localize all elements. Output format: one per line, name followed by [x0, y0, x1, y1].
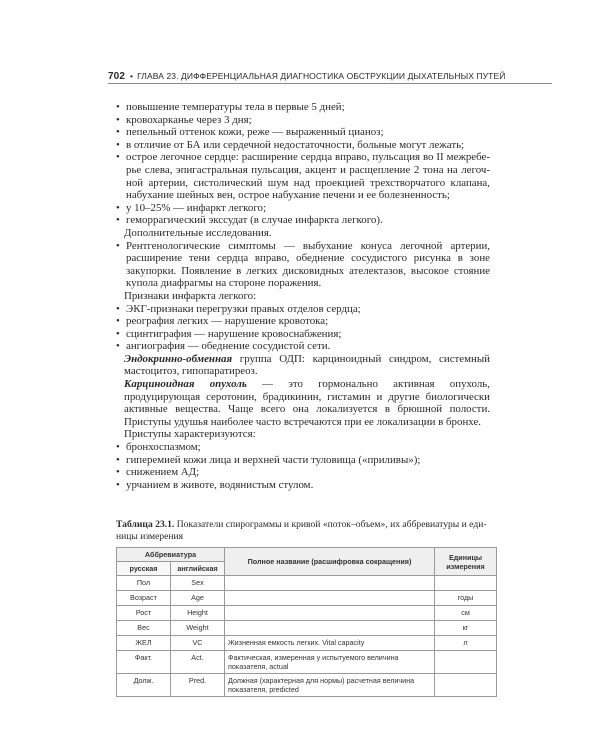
header-russian: русская: [117, 562, 171, 576]
symptoms-list: [116, 101, 490, 227]
cell-en: Height: [171, 606, 225, 621]
carcinoid-text: — это гормонально активная опухоль, продуцирующая серотонин, брадикинин, гистамин и другие биологически активные вещества. Чаще всего она локализуется в брюшной полости. Приступы удушья наиболее часто встречаются при ее локализации в бронхе.: [124, 378, 490, 428]
cell-unit: см: [435, 606, 497, 621]
cell-full: Фактическая, измеренная у испытуемого величина показателя, actual: [225, 651, 435, 674]
extra-studies-heading: Дополнительные исследования.: [124, 226, 272, 239]
cell-en: Sex: [171, 576, 225, 591]
list-item: • снижением АД;: [116, 466, 490, 479]
table-row: [117, 636, 497, 651]
cell-full: Жизненная емкость легких. Vital capacity: [225, 636, 435, 651]
cell-en: Act.: [171, 651, 225, 674]
endocrine-term: Эндокринно-обменная: [124, 352, 233, 365]
table-row: [117, 576, 497, 591]
attacks-heading: Приступы характеризуются:: [124, 428, 256, 441]
page-number: 702: [108, 71, 125, 82]
table-row: [117, 674, 497, 697]
list-item: • ЭКГ-признаки перегрузки правых отделов сердца;: [116, 303, 490, 316]
cell-en: Age: [171, 591, 225, 606]
cell-unit: [435, 576, 497, 591]
list-item: • у 10–25% — инфаркт легкого;: [116, 202, 490, 215]
table-caption-text: Показатели спирограммы и кривой «поток–объем», их аббревиатуры и единицы измерения: [116, 519, 487, 542]
endocrine-text: группа ОДП: карциноидный синдром, системный мастоцитоз, гипопаратиреоз.: [124, 352, 490, 378]
table-row: [117, 606, 497, 621]
header-full-name: Полное название (расшифровка сокращения): [225, 548, 435, 576]
cell-ru: Вес: [117, 621, 171, 636]
cell-ru: ЖЕЛ: [117, 636, 171, 651]
list-item: • Рентгенологические симптомы — выбухание конуса легочной артерии, расширение тени сердца вправо, обеднение сосудистого рисунка в зоне закупорки. Появление в легких дисковидных ателектазов, высокое стояние купола диафрагмы на стороне поражения.: [116, 240, 490, 290]
infarction-signs-list: [116, 303, 490, 353]
table-row: [117, 621, 497, 636]
abbreviations-table: [116, 547, 497, 697]
cell-full: [225, 606, 435, 621]
body-text: [116, 101, 490, 491]
list-item: • гиперемией кожи лица и верхней части туловища («приливы»);: [116, 454, 490, 467]
cell-ru: Рост: [117, 606, 171, 621]
cell-full: [225, 591, 435, 606]
table-caption: [116, 519, 490, 542]
list-item: • ангиография — обеднение сосудистой сети.: [116, 340, 490, 353]
list-item: • бронхоспазмом;: [116, 441, 490, 454]
list-item: • в отличие от БА или сердечной недостаточности, больные могут лежать;: [116, 139, 490, 152]
carcinoid-term: Карциноидная опухоль: [124, 378, 247, 391]
chapter-title: ГЛАВА 23. ДИФФЕРЕНЦИАЛЬНАЯ ДИАГНОСТИКА ОБСТРУКЦИИ ДЫХАТЕЛЬНЫХ ПУТЕЙ: [137, 71, 506, 81]
cell-full: [225, 576, 435, 591]
cell-unit: кг: [435, 621, 497, 636]
list-item: • урчанием в животе, водянистым стулом.: [116, 479, 490, 492]
endocrine-paragraph: [116, 353, 490, 378]
attacks-list: [116, 441, 490, 491]
cell-unit: [435, 651, 497, 674]
cell-en: Weight: [171, 621, 225, 636]
infarction-heading: Признаки инфаркта легкого:: [124, 289, 257, 302]
table-row: [117, 591, 497, 606]
list-item: • реография легких — нарушение кровотока;: [116, 315, 490, 328]
header-abbreviation: Аббревиатура: [117, 548, 225, 562]
header-rule: [108, 83, 552, 84]
list-item: • пепельный оттенок кожи, реже — выраженный цианоз;: [116, 126, 490, 139]
cell-unit: л: [435, 636, 497, 651]
list-item: • геморрагический экссудат (в случае инфаркта легкого).: [116, 214, 490, 227]
list-item: • острое легочное сердце: расширение сердца вправо, пульсация во II межреберье слева, эпигастральная пульсация, акцент и расщепление 2 тона на легочной артерии, систолический шум над проекцией трехстворчатого клапана, набухание шейных вен, острое набухание печени и ее болезненность;: [116, 151, 490, 201]
cell-unit: [435, 674, 497, 697]
cell-en: Pred.: [171, 674, 225, 697]
cell-full: Должная (характерная для нормы) расчетная величина показателя, predicted: [225, 674, 435, 697]
cell-ru: Факт.: [117, 651, 171, 674]
header-units: Единицы измерения: [435, 548, 497, 576]
list-item: • кровохарканье через 3 дня;: [116, 114, 490, 127]
header-bullet-icon: •: [130, 71, 134, 81]
extra-studies-list: [116, 240, 490, 290]
cell-ru: Долж.: [117, 674, 171, 697]
table-caption-label: Таблица 23.1.: [116, 519, 175, 530]
cell-full: [225, 621, 435, 636]
carcinoid-paragraph: [116, 378, 490, 428]
cell-en: VC: [171, 636, 225, 651]
list-item: • сцинтиграфия — нарушение кровоснабжения;: [116, 328, 490, 341]
cell-ru: Пол: [117, 576, 171, 591]
header-english: английская: [171, 562, 225, 576]
list-item: • повышение температуры тела в первые 5 дней;: [116, 101, 490, 114]
cell-ru: Возраст: [117, 591, 171, 606]
cell-unit: годы: [435, 591, 497, 606]
table-row: [117, 651, 497, 674]
